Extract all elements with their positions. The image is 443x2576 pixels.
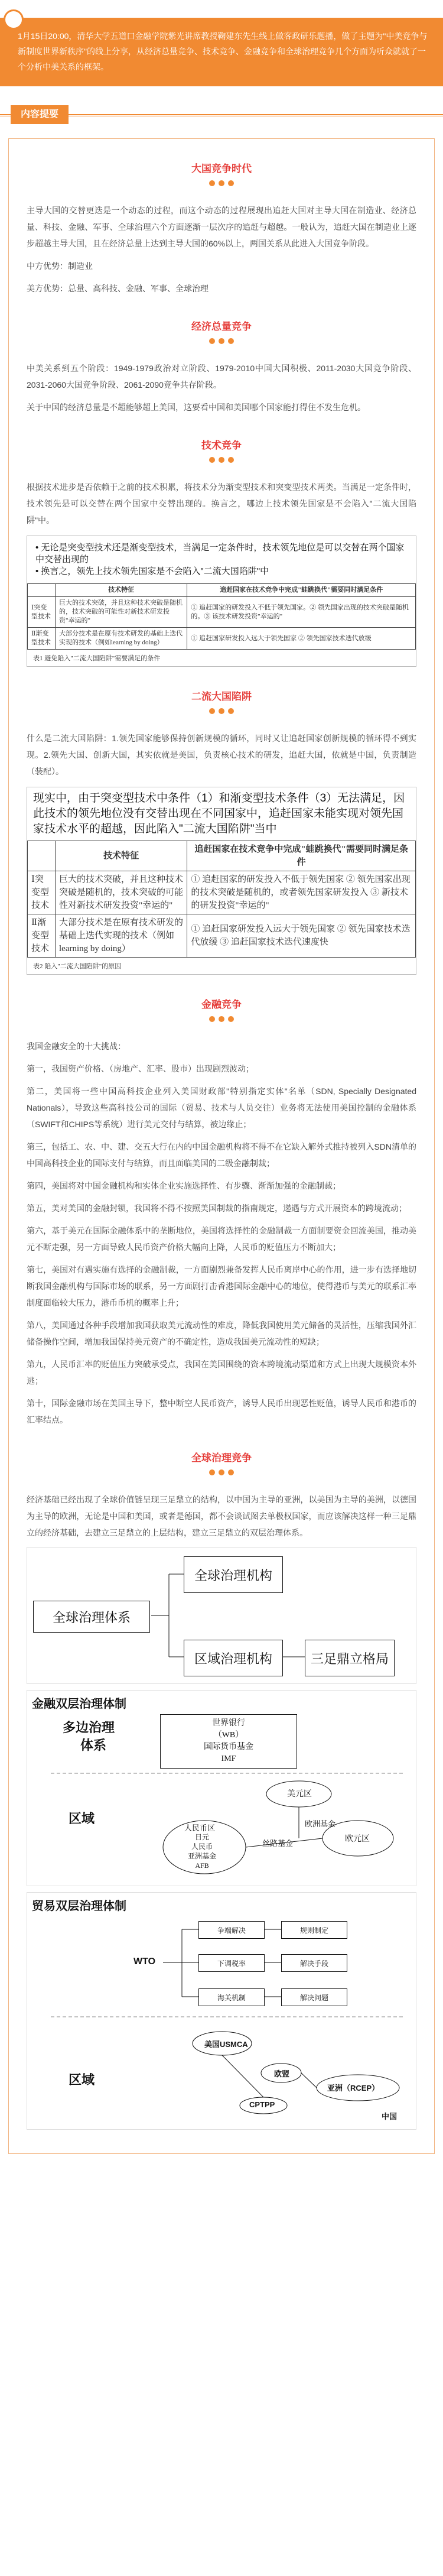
list-item: 第十，国际金融市场在美国主导下，整中断空人民币资产，诱导人民币出现恶性贬值，诱导人民币和港币的汇率结点。	[27, 1399, 416, 1425]
rcep-node: 亚洲（RCEP）	[327, 2084, 380, 2092]
paragraph: 中美关系到五个阶段：1949-1979政治对立阶段、1979-2010中国大国积极、2011-2030大国竞争阶段、2031-2060大国竞争阶段、2061-2090竞争共存阶段。	[27, 364, 416, 390]
trade-governance-diagram: 贸易双层治理体制 WTO 争端解决 规则制定 下调税率 解决手段 海关机制 解决问题 区域 美国USMCA 欧盟 亚洲（RCEP） CPTPP 中国	[27, 1892, 416, 2130]
table-header	[28, 584, 56, 597]
figure-caption: 表1 避免陷入"二流大国陷阱"需要满足的条件	[33, 655, 161, 662]
section-title: 技术竞争	[201, 440, 242, 451]
divider-dots	[27, 455, 416, 479]
figure-bullets	[27, 536, 416, 583]
trap-reasons-table	[27, 841, 416, 958]
governance-diagram	[27, 1547, 416, 1684]
section-title: 全球治理竞争	[191, 1452, 252, 1464]
table-header: 技术特征	[56, 841, 187, 871]
section-title: 金融竞争	[201, 999, 242, 1010]
table-header	[28, 841, 56, 871]
intro-text: 1月15日20:00，清华大学五道口金融学院紫光讲席教授鞠建东先生线上做客政研乐题播，做了主题为"中美竞争与新制度世界新秩序"的线上分享，从经济总量竞争、技术竞争、金融竞争和全球治理竞争几个方面为听众就就了一个分析中美关系的框架。	[18, 31, 428, 72]
figure-table-1	[27, 536, 416, 667]
table-header: 追赶国家在技术竞争中完成"蛙跳换代"需要同时满足条件	[187, 584, 416, 597]
table-row: Ⅱ渐变型技术 大部分技术是在原有技术研发的基础上迭代实现的技术（例如learning by doing） ① 追赶国家研发投入远大于领先国家 ② 领先国家技术迭代放缓	[28, 628, 416, 650]
cny-zone: 人民币区	[184, 1824, 216, 1832]
china-node: 中国	[382, 2112, 398, 2121]
table-row: Ⅱ渐变型技术 大部分技术是在原有技术研发的基础上迭代实现的技术（例如learning by doing） ① 追赶国家研发投入远大于领先国家 ② 领先国家技术迭代放缓 ③ 追赶国家技术迭代速度快	[28, 914, 416, 958]
list-item: 第四，美国将对中国金融机构和实体企业实施选择性、有步骤、渐渐加强的金融制裁；	[27, 1181, 341, 1190]
box-regional-institutions: 区域治理机构	[184, 1640, 283, 1676]
divider-dots	[27, 179, 416, 202]
figure-table-2	[27, 787, 416, 975]
usmca-node: 美国USMCA	[204, 2040, 248, 2049]
list-item: 第二，美国将一些中国高科技企业列入美国财政部"特别指定实体"名单（SDN, Specially Designated Nationals），导致这些高科技公司的国际（贸易、技术与人员交往）业务将无法使用美国控制的金融体系（SWIFT和CHIPS等系统）进行美元交付与结算，被边缘止；	[27, 1086, 416, 1129]
box-global-system: 全球治理体系	[33, 1601, 150, 1633]
tab-summary: 内容提要	[11, 105, 69, 124]
conditions-table	[27, 583, 416, 650]
list-item: 第一，我国资产价格、（房地产、汇率、股市）出现剧烈波动；	[27, 1064, 254, 1073]
section-title: 经济总量竞争	[191, 321, 252, 332]
table-row: Ⅰ突变型技术 巨大的技术突破，并且这种技术突破是随机的，技术突破的可能性对新技术研发投资"幸运的" ① 追赶国家的研发投入不低于领先国家 ② 领先国家出现的技术突破是随机的，或者领先国家研发投入 ③ 新技术的研发投资"幸运的"	[28, 871, 416, 914]
divider-dots	[27, 336, 416, 360]
intro-banner	[0, 18, 443, 86]
cptpp-node: CPTPP	[249, 2100, 275, 2109]
paragraph: 美方优势：总量、高科技、金融、军事、全球治理	[27, 284, 209, 293]
diagram-title: 金融双层治理体制	[32, 1698, 126, 1711]
figure-caption: 表2 陷入"二流大国陷阱"的原因	[33, 963, 122, 970]
paragraph: 中方优势：制造业	[27, 261, 93, 271]
list-item: 第三，包括工、农、中、建、交五大行在内的中国金融机构将不得不在它缺入解外式推持被列入SDN清单的中国高科技企业的国际支付与结算，而且面临美国的二级金融制裁；	[27, 1142, 416, 1168]
box-tripolar: 三足鼎立格局	[305, 1640, 395, 1676]
list-item: 第六，基于美元在国际金融体系中的垄断地位，美国将选择性的金融制裁一方面制要资金回流美国，推动美元不断走强，另一方面导致人民币资产价格大幅向上降，人民币的贬值压力不断加大；	[27, 1226, 416, 1252]
figure-lead: 现实中，由于突变型技术中条件（1）和渐变型技术条件（3）无法满足，因此技术的领先地位没有交替出现在不同国家中，追赶国家未能实现对领先国家技术水平的超越，因此陷入"二流大国陷阱"当中	[33, 792, 405, 835]
paragraph: 主导大国的交替更迭是一个动态的过程，而这个动态的过程展现出追赶大国对主导大国在制造业、经济总量、科技、金融、军事、全球治理六个方面逐渐一层次序的追赶与超越。一般认为，追赶大国在制造业上逐步超越主导大国，且在经济总量上达到主导大国的60%以上，两国关系从此进入大国竞争阶段。	[27, 206, 416, 248]
section-title: 二流大国陷阱	[191, 691, 252, 702]
content-card	[8, 138, 435, 2154]
paragraph: 我国金融安全的十大挑战：	[27, 1042, 126, 1051]
financial-governance-diagram: 金融双层治理体制 多边治理 体系 世界银行 （WB） 国际货币基金 IMF 区域 美元区 欧元区 人民币区 日元 人民币 亚洲基金 AFB 丝路基金 欧洲基金	[27, 1690, 416, 1886]
list-item: 第九，人民币汇率的贬值压力突破承受点，我国在美国围绕的资本跨境流动渠道和方式上出现大规模资本外逃；	[27, 1360, 416, 1386]
list-item: 第七，美国对有遇实施有选择的金融制裁，一方面剧烈兼备发挥人民币离岸中心的作用，进一步有选择地切断我国金融机构与国际市场的联系，另一方面剧打击香港国际金融中心的地位，使得港币与美元的联系汇率制度面临较大压力，港币币机的概率上升；	[27, 1265, 416, 1308]
paragraph: 根据技术进步是否依赖于之前的技术积累，将技术分为渐变型技术和突变型技术两类。当满足一定条件时，技术领先是可以交替在两个国家中交替出现的。换言之，哪边上技术领先国家是不会陷入"二流大国陷阱"中。	[27, 482, 416, 525]
divider-dots	[27, 706, 416, 730]
bullet: • 无论是突变型技术还是渐变型技术，当满足一定条件时，技术领先地位是可以交替在两个国家中交替出现的	[35, 543, 405, 564]
divider-dots	[27, 1014, 416, 1038]
table-header: 技术特征	[56, 584, 187, 597]
diagram-title: 贸易双层治理体制	[32, 1900, 126, 1913]
table-header: 追赶国家在技术竞争中完成"蛙跳换代"需要同时满足条件	[187, 841, 416, 871]
paragraph: 经济基础已经出现了全球价值链呈现三足鼎立的结构，以中国为主导的亚洲，以美国为主导的美洲，以德国为主导的欧洲，无论是中国和美国，或者是德国，都不会谈试图去单极权国家，而应该解决这样一种三足鼎立的经济基础，去建立三足鼎立的上层结构，建立三足鼎立的双层治理体系。	[27, 1495, 416, 1537]
box-global-institutions: 全球治理机构	[184, 1556, 283, 1593]
section-title: 大国竞争时代	[191, 163, 252, 174]
table-row: Ⅰ突变型技术 巨大的技术突破，并且这种技术突破是随机的，技术突破的可能性对新技术研发投资"幸运的" ① 追赶国家的研发投入不低于领先国家。② 领先国家出现的技术突破是随机的。③ 该技术研发投资"幸运的"	[28, 597, 416, 628]
eur-zone: 欧元区	[345, 1834, 370, 1843]
eu-node: 欧盟	[274, 2069, 290, 2078]
list-item: 第八，美国通过各种手段增加我国获取美元流动性的难度，降低我国使用美元储备的灵活性，压缩我国外汇储备操作空间，增加我国保持美元资产的不确定性，造成我国美元流动性的短缺；	[27, 1321, 416, 1347]
usd-zone: 美元区	[287, 1789, 312, 1798]
box-wb-imf: 世界银行 （WB） 国际货币基金 IMF	[160, 1714, 297, 1769]
list-item: 第五，美对美国的金融封锁，我国将不得不按照美国制裁的指南规定，递遇与方式开展资本的跨境流动；	[27, 1203, 407, 1213]
divider-dots	[27, 1468, 416, 1491]
paragraph: 什么是二流大国陷阱：1.领先国家能够保持创新规模的循环，同时又让追赶国家创新规模的循环得不到实现。2.领先大国、创新大国，其实依就是美国，负责核心技术的研发，追赶大国，依就是中国，负责制造（装配）。	[27, 734, 416, 776]
bullet: • 换言之，领先上技术领先国家是不会陷入"二流大国陷阱"中	[35, 566, 269, 576]
section-tab-bar	[0, 102, 443, 128]
paragraph: 关于中国的经济总量是不超能够超上美国，这要看中国和美国哪个国家能打得住不发生危机。	[27, 403, 366, 412]
